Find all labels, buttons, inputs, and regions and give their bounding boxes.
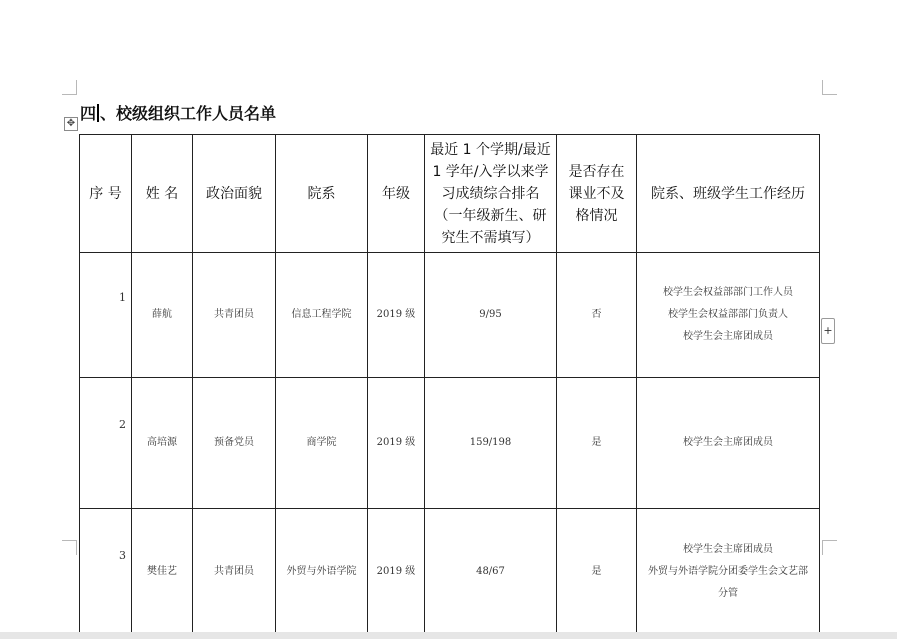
cell-experience [637,509,820,636]
cell-ranking: 48/67 [425,509,557,636]
margin-corner-top-left [62,80,77,95]
header-experience: 院系、班级学生工作经历 [637,135,820,253]
cell-name: 樊佳艺 [132,509,193,636]
cell-experience [637,378,820,509]
cell-politics: 共青团员 [193,509,276,636]
experience-line: 校学生会主席团成员 [683,544,773,555]
cell-college: 商学院 [276,378,368,509]
cell-grade: 2019 级 [368,378,425,509]
cell-name: 高培源 [132,378,193,509]
margin-corner-bottom-left [62,540,77,555]
heading-text: 、校级组织工作人员名单 [100,104,277,123]
cell-college: 外贸与外语学院 [276,509,368,636]
section-heading [80,101,276,124]
cell-politics: 预备党员 [193,378,276,509]
cell-failing: 否 [557,253,637,378]
cell-name: 薛航 [132,253,193,378]
experience-line: 外贸与外语学院分团委学生会文艺部 [648,566,808,577]
cell-seq: 2 [80,378,132,509]
cell-college: 信息工程学院 [276,253,368,378]
cell-seq: 3 [80,509,132,636]
cell-seq: 1 [80,253,132,378]
heading-number: 四 [80,104,97,123]
cell-ranking: 159/198 [425,378,557,509]
experience-line: 校学生会主席团成员 [683,437,773,448]
margin-corner-top-right [822,80,837,95]
cell-grade: 2019 级 [368,253,425,378]
text-cursor [97,104,99,122]
header-grade: 年级 [368,135,425,253]
margin-corner-bottom-right [822,540,837,555]
header-ranking: 最近 1 个学期/最近 1 学年/入学以来学习成绩综合排名（一年级新生、研究生不需填写） [425,135,557,253]
page-bottom-edge [0,632,897,639]
plus-icon[interactable]: + [821,318,835,344]
experience-line: 分管 [718,588,738,599]
cell-politics: 共青团员 [193,253,276,378]
header-politics: 政治面貌 [193,135,276,253]
experience-line: 校学生会主席团成员 [683,331,773,342]
move-arrows-icon[interactable]: ✥ [64,117,78,131]
staff-table [79,134,820,636]
table-header-row [80,135,820,253]
experience-line: 校学生会权益部部门工作人员 [663,287,793,298]
header-failing: 是否存在课业不及格情况 [557,135,637,253]
cell-ranking: 9/95 [425,253,557,378]
cell-grade: 2019 级 [368,509,425,636]
table-row [80,378,820,509]
header-seq: 序 号 [80,135,132,253]
header-name: 姓 名 [132,135,193,253]
cell-experience [637,253,820,378]
cell-failing: 是 [557,509,637,636]
table-row [80,509,820,636]
cell-failing: 是 [557,378,637,509]
experience-line: 校学生会权益部部门负责人 [668,309,788,320]
table-row [80,253,820,378]
header-college: 院系 [276,135,368,253]
